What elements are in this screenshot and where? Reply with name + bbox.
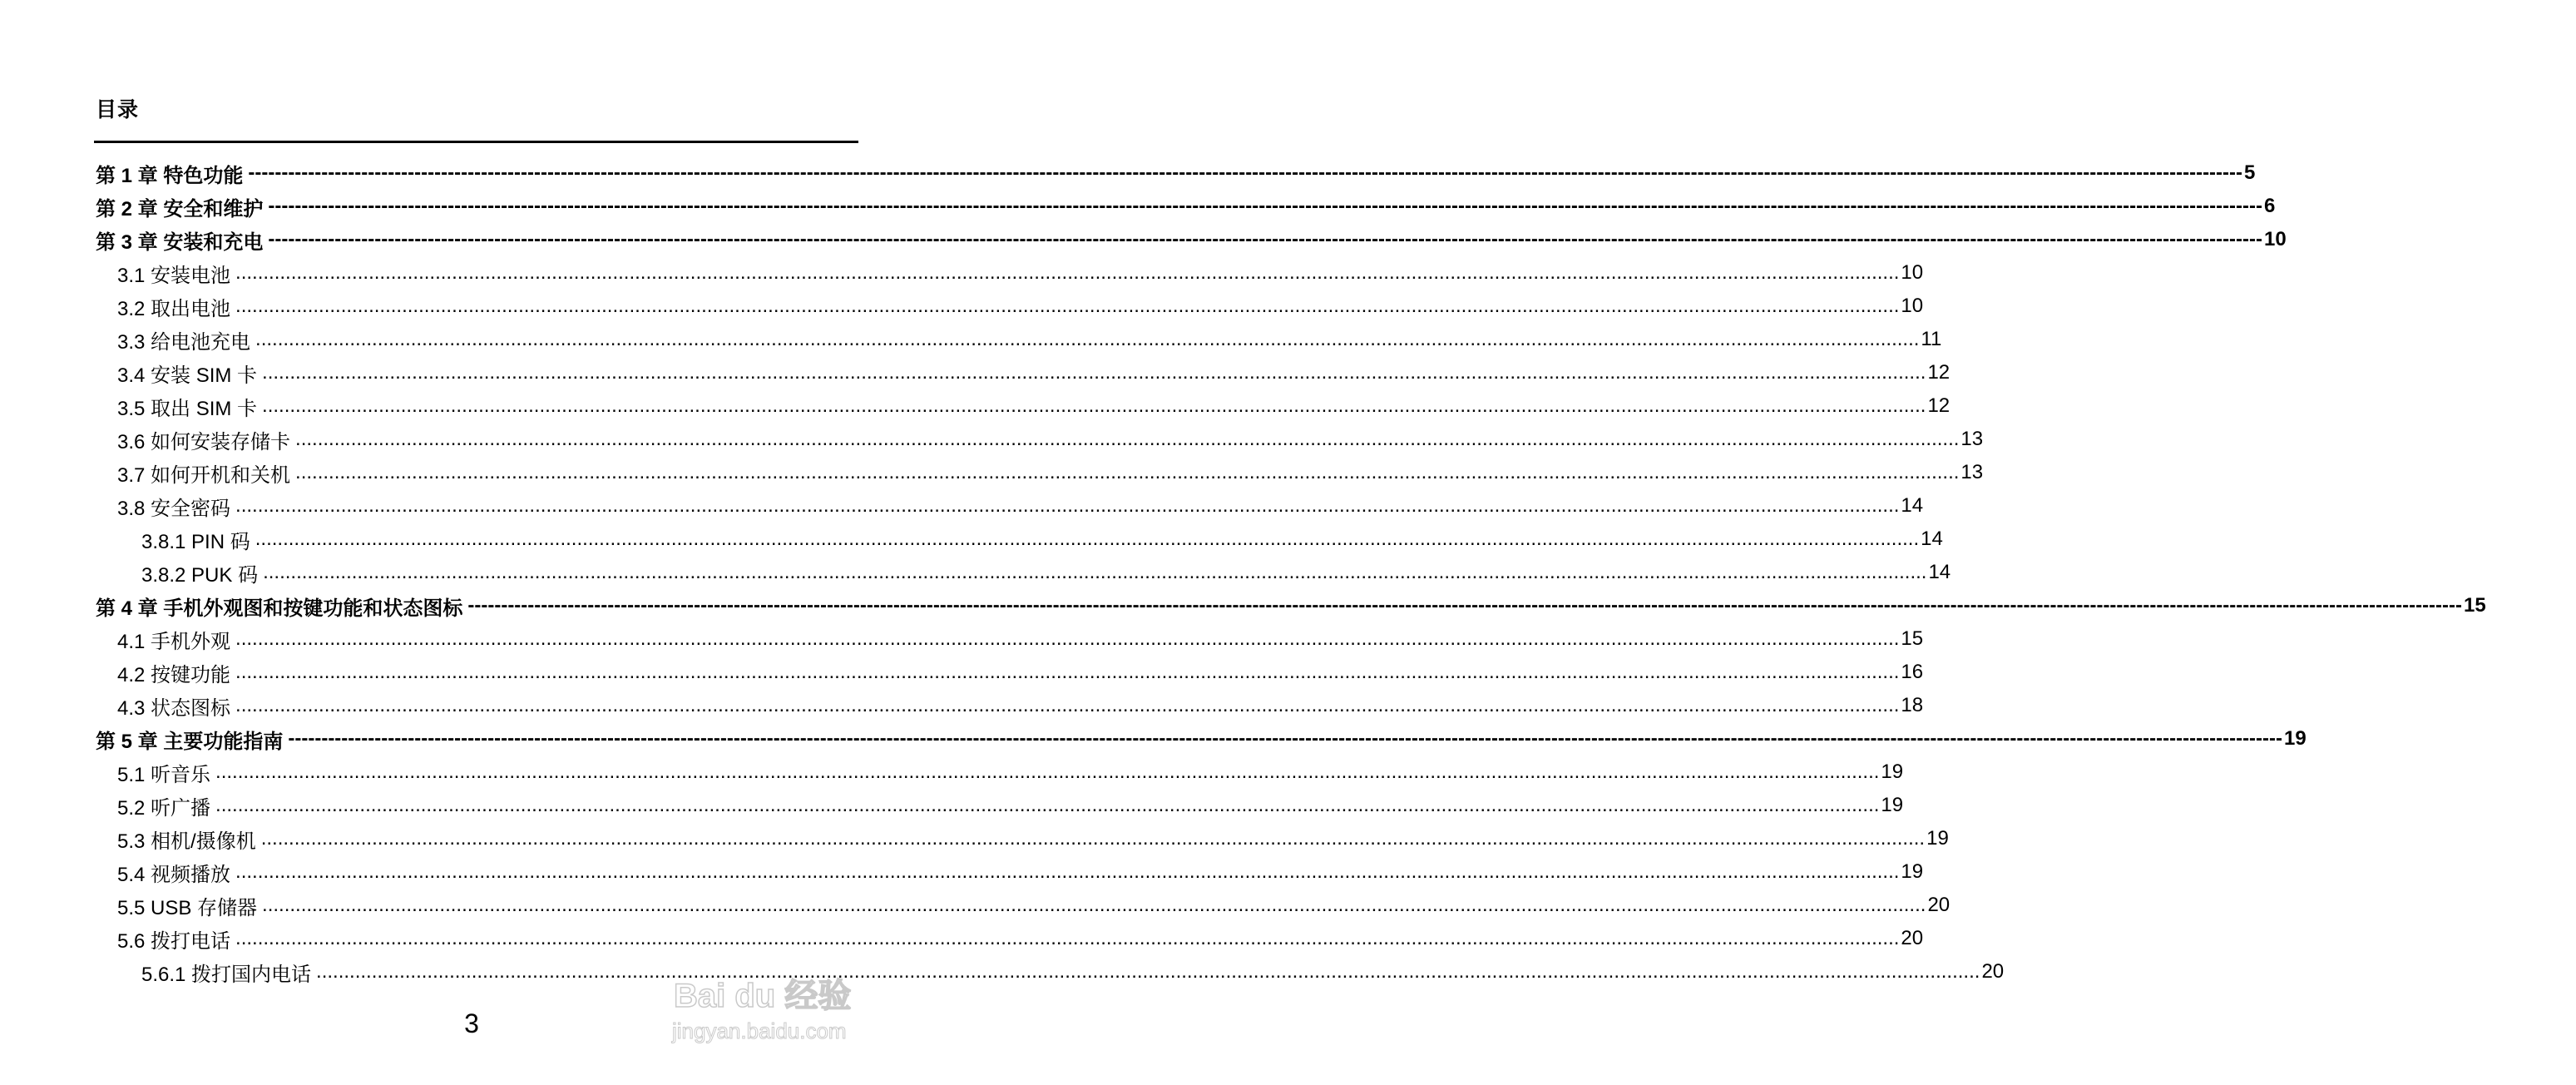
toc-entry-label: 第 4 章 手机外观图和按键功能和状态图标 xyxy=(96,597,463,620)
toc-entry-label: 3.8 安全密码 xyxy=(117,497,231,520)
toc-leader-dots: ............................................................................................................................................................................................................................................................................................................ xyxy=(215,794,1880,816)
toc-leader-dots: ------------------------------------------------------------------------------------------------------------------------------------------------------------------------------------------------------------------------------------------------------------------------------------------------------------ xyxy=(268,228,2263,250)
toc-entry-page: 6 xyxy=(2264,195,2276,217)
toc-entry-page: 5 xyxy=(2244,161,2256,184)
toc-leader-dots: ............................................................................................................................................................................................................................................................................................................ xyxy=(260,827,1926,850)
toc-section-entry[interactable] xyxy=(0,423,1984,456)
toc-leader-dots: ------------------------------------------------------------------------------------------------------------------------------------------------------------------------------------------------------------------------------------------------------------------------------------------------------------ xyxy=(248,161,2243,184)
toc-leader-dots: ............................................................................................................................................................................................................................................................................................................ xyxy=(255,328,1920,350)
toc-section-entry[interactable] xyxy=(0,789,1904,822)
toc-entry-page: 14 xyxy=(1921,528,1943,550)
toc-leader-dots: ............................................................................................................................................................................................................................................................................................................ xyxy=(235,627,1900,650)
toc-leader-dots: ------------------------------------------------------------------------------------------------------------------------------------------------------------------------------------------------------------------------------------------------------------------------------------------------------------ xyxy=(268,195,2263,217)
toc-chapter-entry[interactable] xyxy=(0,156,2256,190)
toc-entry-label: 3.8.2 PUK 码 xyxy=(141,563,259,587)
toc-leader-dots: ............................................................................................................................................................................................................................................................................................................ xyxy=(235,661,1900,683)
toc-leader-dots: ............................................................................................................................................................................................................................................................................................................ xyxy=(255,528,1920,550)
toc-section-entry[interactable] xyxy=(0,889,1951,922)
page-number: 3 xyxy=(464,1008,479,1038)
toc-entry-label: 4.2 按键功能 xyxy=(117,663,231,686)
toc-chapter-entry[interactable] xyxy=(0,190,2276,223)
toc-section-entry[interactable] xyxy=(0,356,1951,389)
toc-entry-page: 20 xyxy=(1927,894,1951,916)
toc-entry-label: 3.5 取出 SIM 卡 xyxy=(117,397,258,420)
toc-entry-page: 20 xyxy=(1981,960,2005,983)
toc-leader-dots: ............................................................................................................................................................................................................................................................................................................ xyxy=(262,361,1926,384)
title-divider xyxy=(94,141,858,143)
toc-entry-page: 14 xyxy=(1901,494,1924,517)
toc-entry-page: 10 xyxy=(1901,295,1924,317)
watermark-url-text: jingyan.baidu.com xyxy=(672,1018,847,1043)
toc-leader-dots: ............................................................................................................................................................................................................................................................................................................ xyxy=(263,561,1927,583)
toc-section-entry[interactable] xyxy=(0,389,1951,423)
baidu-jingyan-watermark xyxy=(670,965,887,1048)
toc-entry-page: 18 xyxy=(1901,694,1924,716)
toc-entry-label: 4.3 状态图标 xyxy=(117,696,231,720)
toc-section-entry[interactable] xyxy=(0,822,1949,855)
toc-section-entry[interactable] xyxy=(0,456,1984,489)
toc-section-entry[interactable] xyxy=(0,622,1924,656)
table-of-contents xyxy=(0,156,2486,988)
toc-entry-page: 12 xyxy=(1927,394,1951,417)
toc-entry-label: 3.8.1 PIN 码 xyxy=(141,530,250,553)
toc-entry-page: 19 xyxy=(2284,727,2307,750)
toc-section-entry[interactable] xyxy=(0,489,1924,523)
toc-entry-label: 5.6.1 拨打国内电话 xyxy=(141,963,312,986)
toc-entry-page: 15 xyxy=(1901,627,1924,650)
toc-chapter-entry[interactable] xyxy=(0,223,2287,256)
toc-entry-label: 4.1 手机外观 xyxy=(117,630,231,653)
toc-entry-label: 第 2 章 安全和维护 xyxy=(96,197,264,220)
toc-leader-dots: ............................................................................................................................................................................................................................................................................................................ xyxy=(215,760,1880,783)
toc-entry-label: 5.5 USB 存储器 xyxy=(117,896,258,919)
toc-chapter-entry[interactable] xyxy=(0,722,2307,756)
toc-entry-page: 19 xyxy=(1926,827,1949,850)
toc-section-entry[interactable] xyxy=(0,689,1924,722)
toc-leader-dots: ............................................................................................................................................................................................................................................................................................................ xyxy=(262,394,1926,417)
toc-leader-dots: ............................................................................................................................................................................................................................................................................................................ xyxy=(262,894,1926,916)
toc-chapter-entry[interactable] xyxy=(0,589,2486,622)
toc-entry-page: 10 xyxy=(1901,261,1924,284)
toc-entry-page: 19 xyxy=(1881,760,1904,783)
toc-leader-dots: ............................................................................................................................................................................................................................................................................................................ xyxy=(235,295,1900,317)
toc-entry-label: 3.4 安装 SIM 卡 xyxy=(117,364,258,387)
toc-entry-page: 13 xyxy=(1960,428,1984,450)
toc-leader-dots: ............................................................................................................................................................................................................................................................................................................ xyxy=(295,428,1960,450)
toc-entry-label: 第 1 章 特色功能 xyxy=(96,164,244,187)
toc-entry-label: 第 3 章 安装和充电 xyxy=(96,230,264,254)
toc-entry-label: 3.7 如何开机和关机 xyxy=(117,463,291,487)
toc-leader-dots: ............................................................................................................................................................................................................................................................................................................ xyxy=(235,927,1900,949)
toc-section-entry[interactable] xyxy=(0,256,1924,290)
toc-entry-label: 5.6 拨打电话 xyxy=(117,929,231,953)
toc-entry-page: 16 xyxy=(1901,661,1924,683)
toc-leader-dots: ............................................................................................................................................................................................................................................................................................................ xyxy=(316,960,1980,983)
toc-entry-page: 13 xyxy=(1960,461,1984,483)
toc-entry-page: 15 xyxy=(2464,594,2486,617)
toc-section-entry[interactable] xyxy=(0,323,1942,356)
toc-leader-dots: ------------------------------------------------------------------------------------------------------------------------------------------------------------------------------------------------------------------------------------------------------------------------------------------------------------ xyxy=(467,594,2463,617)
toc-leader-dots: ............................................................................................................................................................................................................................................................................................................ xyxy=(235,694,1900,716)
toc-entry-page: 10 xyxy=(2264,228,2287,250)
toc-entry-page: 19 xyxy=(1901,860,1924,883)
toc-entry-page: 11 xyxy=(1921,328,1942,350)
toc-entry-label: 3.2 取出电池 xyxy=(117,297,231,320)
toc-entry-page: 20 xyxy=(1901,927,1924,949)
toc-leader-dots: ............................................................................................................................................................................................................................................................................................................ xyxy=(235,860,1900,883)
toc-entry-label: 3.6 如何安装存储卡 xyxy=(117,430,291,453)
toc-section-entry[interactable] xyxy=(0,922,1924,955)
toc-entry-page: 14 xyxy=(1928,561,1951,583)
toc-leader-dots: ............................................................................................................................................................................................................................................................................................................ xyxy=(235,261,1900,284)
toc-section-entry[interactable] xyxy=(0,656,1924,689)
toc-section-entry[interactable] xyxy=(0,290,1924,323)
toc-section-entry[interactable] xyxy=(0,523,1943,556)
toc-entry-label: 3.1 安装电池 xyxy=(117,264,231,287)
toc-section-entry[interactable] xyxy=(0,556,1951,589)
toc-entry-label: 3.3 给电池充电 xyxy=(117,330,251,354)
toc-entry-label: 5.2 听广播 xyxy=(117,796,211,820)
toc-entry-label: 第 5 章 主要功能指南 xyxy=(96,730,284,753)
toc-entry-page: 19 xyxy=(1881,794,1904,816)
toc-leader-dots: ............................................................................................................................................................................................................................................................................................................ xyxy=(295,461,1960,483)
toc-entry-page: 12 xyxy=(1927,361,1951,384)
toc-section-entry[interactable] xyxy=(0,756,1904,789)
toc-entry-label: 5.1 听音乐 xyxy=(117,763,211,786)
toc-leader-dots: ............................................................................................................................................................................................................................................................................................................ xyxy=(235,494,1900,517)
toc-section-entry[interactable] xyxy=(0,855,1924,889)
toc-leader-dots: ------------------------------------------------------------------------------------------------------------------------------------------------------------------------------------------------------------------------------------------------------------------------------------------------------------ xyxy=(288,727,2283,750)
page-title: 目录 xyxy=(96,98,140,121)
toc-entry-label: 5.3 相机/摄像机 xyxy=(117,830,256,853)
toc-entry-label: 5.4 视频播放 xyxy=(117,863,231,886)
watermark-logo-text: Bai du 经验 xyxy=(674,978,852,1014)
